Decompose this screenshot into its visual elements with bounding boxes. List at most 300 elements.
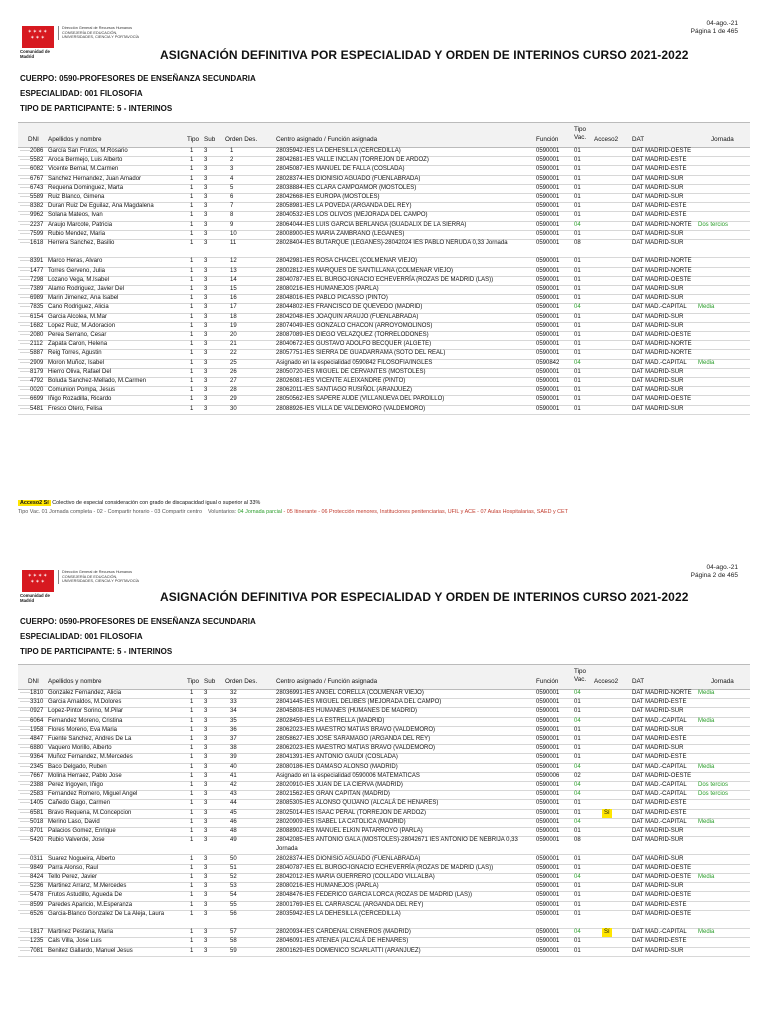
cell-sub: 3 (204, 910, 208, 917)
cell-nombre: Rubio Valverde, Jose (48, 837, 105, 844)
cell-tipo: 1 (190, 717, 194, 724)
cell-sub: 3 (204, 166, 208, 173)
cell-funcion: 0590001 (536, 736, 560, 742)
cell-sub: 3 (204, 267, 208, 274)
cell-vac: 01 (574, 938, 581, 945)
cell-nombre: Torres Gerveno, Julia (48, 267, 106, 274)
cell-centro: 28044802-IES FRANCISCO DE QUEVEDO (MADRID) (276, 304, 423, 311)
cell-sub: 3 (204, 763, 208, 770)
cell-centro: 28020934-IES CARDENAL CISNEROS (MADRID) (276, 929, 411, 936)
stars-icon: ✶✶✶✶ ✶✶✶ (27, 573, 49, 585)
header-tipovac (574, 668, 586, 684)
cell-sub: 3 (204, 194, 208, 200)
cell-nombre: Araujo Marcote, Patricia (48, 221, 113, 228)
cell-orden: 49 (230, 837, 237, 844)
page-date-block-2 (691, 564, 738, 580)
cell-nombre: Alamo Rodriguez, Javier Del (48, 286, 125, 292)
cell-dni: ·····5420 (20, 837, 44, 844)
page-number: Página 1 de 465 (690, 28, 738, 35)
cell-sub: 3 (204, 828, 208, 834)
cell-dat: DAT MADRID-OESTE (632, 332, 692, 338)
comunidad-madrid-logo-2 (20, 568, 140, 606)
cell-nombre: Perea Serrano, Cesar (48, 332, 107, 338)
cell-sub: 3 (204, 929, 208, 936)
cell-sub: 3 (204, 782, 208, 788)
cell-vac: 01 (574, 828, 581, 834)
cell-vac: 01 (574, 212, 581, 219)
cell-funcion: 0590001 (536, 901, 560, 908)
cell-tipo: 1 (190, 699, 194, 706)
cell-dat: DAT MADRID-ESTE (632, 699, 687, 706)
cell-orden: 55 (230, 901, 237, 908)
cell-funcion: 0590001 (536, 828, 560, 834)
cell-vac: 01 (574, 745, 581, 752)
cell-tipo: 1 (190, 304, 194, 311)
cell-funcion: 0590001 (536, 864, 560, 871)
cell-tipo: 1 (190, 332, 194, 338)
cell-dat: DAT MADRID-NORTE (632, 258, 692, 265)
cell-sub: 3 (204, 883, 208, 890)
cell-dat: DAT MADRID-ESTE (632, 166, 687, 173)
cell-tipo: 1 (190, 947, 194, 954)
cell-dat: DAT MADRID-ESTE (632, 736, 687, 742)
cell-centro: 28074049-IES GONZALO CHACON (ARROYOMOLINOS) (276, 322, 433, 329)
cell-sub: 3 (204, 230, 208, 237)
cell-sub: 3 (204, 304, 208, 311)
cell-dni: ·····6743 (20, 184, 44, 191)
cell-dat: DAT MADRID-ESTE (632, 901, 687, 908)
cell-orden: 27 (230, 378, 237, 384)
logo-department-2: Dirección General de Recursos Humanos CONSEJERÍA DE EDUCACIÓN, UNIVERSIDADES, CIENCIA Y PORTAVOCÍA (58, 570, 142, 584)
cell-vac: 01 (574, 341, 581, 348)
cell-sub: 3 (204, 809, 208, 816)
legend-acceso-text: Colectivo de especial consideración con grado de discapacidad igual o superior al 33% (52, 500, 261, 506)
cell-orden: 36 (230, 726, 237, 733)
cell-dat: DAT MADRID-SUR (632, 387, 684, 394)
cell-orden: 51 (230, 864, 237, 871)
cell-nombre: Garcia Alcolea, M.Mar (48, 313, 108, 320)
cell-sub: 3 (204, 818, 208, 825)
cell-sub: 3 (204, 892, 208, 899)
cell-dat: DAT MAD.-CAPITAL (632, 359, 687, 366)
cell-tipo: 1 (190, 368, 194, 375)
cell-dat: DAT MADRID-SUR (632, 947, 684, 954)
cell-dat: DAT MADRID-SUR (632, 708, 684, 715)
cell-orden: 25 (230, 359, 237, 366)
cell-funcion: 0590001 (536, 699, 560, 706)
cell-vac: 01 (574, 901, 581, 908)
cell-vac: 01 (574, 736, 581, 742)
cell-dni: ·····2086 (20, 148, 44, 154)
cell-tipo: 1 (190, 800, 194, 807)
cell-dat: DAT MADRID-OESTE (632, 874, 692, 880)
cell-tipo: 1 (190, 350, 194, 357)
cell-orden: 18 (230, 313, 237, 320)
cell-sub: 3 (204, 350, 208, 357)
cell-vac: 01 (574, 809, 581, 816)
cell-tipo: 1 (190, 212, 194, 219)
cell-dat: DAT MAD.-CAPITAL (632, 929, 687, 936)
cell-dni: ·····5478 (20, 892, 44, 899)
cell-tipo: 1 (190, 295, 194, 302)
cell-nombre: Bravo Requena, M.Concepcion (48, 809, 132, 816)
cell-sub: 3 (204, 295, 208, 302)
cell-funcion: 0590001 (536, 892, 560, 899)
header-tipo: Tipo (187, 136, 200, 143)
cell-sub: 3 (204, 387, 208, 394)
cell-vac: 01 (574, 368, 581, 375)
cell-funcion: 0590001 (536, 396, 560, 403)
cell-jor: Media (698, 717, 715, 724)
cell-sub: 3 (204, 396, 208, 403)
cell-funcion: 0590001 (536, 221, 560, 228)
cell-dni: ·····8179 (20, 368, 44, 375)
cell-vac: 02 (574, 772, 581, 779)
cell-vac: 04 (574, 304, 581, 311)
header-orden: Orden Des. (225, 678, 258, 685)
cell-centro: 28085305-IES ALONSO QUIJANO (ALCALÁ DE HENARES) (276, 800, 439, 807)
cell-orden: 13 (230, 267, 237, 274)
cell-centro: 28035942-IES LA DEHESILLA (CERCEDILLA) (276, 148, 401, 154)
cell-nombre: Garcia Arnaldos, M.Dolores (48, 699, 122, 706)
cell-centro: 28062011-IES SANTIAGO RUSIÑOL (ARANJUEZ) (276, 387, 413, 394)
cell-nombre: Rubio Mendez, Maria (48, 230, 106, 237)
cell-funcion: 0590001 (536, 690, 560, 696)
cell-orden: 5 (230, 184, 234, 191)
cell-nombre: Merino Laso, David (48, 818, 100, 825)
cell-dni: ·····0020 (20, 387, 44, 394)
cell-funcion: 0590001 (536, 230, 560, 237)
header-centro: Centro asignado / Función asignada (276, 136, 378, 143)
header-centro: Centro asignado / Función asignada (276, 678, 378, 685)
document-title-2: ASIGNACIÓN DEFINITIVA POR ESPECIALIDAD Y ORDEN DE INTERINOS CURSO 2021-2022 (160, 590, 689, 604)
cell-nombre: Marco Heras, Alvaro (48, 258, 103, 265)
cell-sub: 3 (204, 378, 208, 384)
cell-tipo: 1 (190, 276, 194, 283)
header-orden: Orden Des. (225, 136, 258, 143)
header-acceso: Acceso2 (594, 678, 619, 685)
cell-tipo: 1 (190, 763, 194, 770)
cell-dat: DAT MADRID-SUR (632, 175, 684, 182)
cell-jor: Media (698, 818, 715, 825)
cell-dat: DAT MADRID-SUR (632, 313, 684, 320)
cell-centro: 28042085-IES ANTONIO GALA (MOSTOLES)-28042671 IES ANTONIO DE NEBRIJA 0,33 Jornada (276, 837, 518, 852)
cell-orden: 34 (230, 708, 237, 715)
stars-icon: ✶✶✶✶ ✶✶✶ (27, 29, 49, 41)
cell-sub: 3 (204, 947, 208, 954)
header-tipovac-bottom: Vac. (574, 676, 587, 683)
cell-vac: 01 (574, 267, 581, 274)
cell-sub: 3 (204, 212, 208, 219)
cell-tipo: 1 (190, 782, 194, 788)
cell-nombre: Duran Ruiz De Eguilaz, Ana Magdalena (48, 203, 154, 210)
cell-centro: 28020910-IES JUAN DE LA CIERVA (MADRID) (276, 782, 403, 788)
cell-vac: 01 (574, 276, 581, 283)
cell-dat: DAT MAD.-CAPITAL (632, 782, 687, 788)
cell-dat: DAT MADRID-SUR (632, 855, 684, 862)
header-sub: Sub (204, 136, 216, 143)
cell-centro: 28028459-IES LA ESTRELLA (MADRID) (276, 717, 385, 724)
cell-dni: ·····2345 (20, 763, 44, 770)
cuerpo-line-2: CUERPO: 0590-PROFESORES DE ENSEÑANZA SECUNDARIA (20, 617, 256, 626)
cell-tipo: 1 (190, 221, 194, 228)
cell-funcion: 0590001 (536, 837, 560, 844)
cell-sub: 3 (204, 203, 208, 210)
cell-dat: DAT MADRID-SUR (632, 230, 684, 237)
cell-dat: DAT MADRID-SUR (632, 295, 684, 302)
cell-vac: 01 (574, 378, 581, 384)
cell-sub: 3 (204, 772, 208, 779)
cell-vac: 04 (574, 818, 581, 825)
logo-mark-2 (20, 568, 56, 606)
cell-dni: ·····8599 (20, 901, 44, 908)
cell-tipo: 1 (190, 938, 194, 945)
cell-tipo: 1 (190, 864, 194, 871)
cell-sub: 3 (204, 717, 208, 724)
cell-sub: 3 (204, 240, 208, 246)
cell-nombre: Fuente Sanchez, Andres De La (48, 736, 132, 742)
cell-tipo: 1 (190, 901, 194, 908)
cell-orden: 40 (230, 763, 237, 770)
cell-orden: 52 (230, 874, 237, 880)
cell-funcion: 0590001 (536, 341, 560, 348)
cell-centro: 28062023-IES MAESTRO MATIAS BRAVO (VALDEMORO) (276, 745, 436, 752)
cell-sub: 3 (204, 855, 208, 862)
cell-orden: 14 (230, 276, 237, 283)
cell-dat: DAT MADRID-NORTE (632, 690, 692, 696)
tipo-participante-line: TIPO DE PARTICIPANTE: 5 - INTERINOS (20, 104, 173, 113)
cell-orden: 48 (230, 828, 237, 834)
cell-nombre: Cañedo Gago, Carmen (48, 800, 111, 807)
cell-vac: 01 (574, 184, 581, 191)
cell-acc: Sí (604, 809, 610, 816)
cell-dat: DAT MADRID-OESTE (632, 148, 692, 154)
cell-centro: 28038884-IES CLARA CAMPOAMOR (MOSTOLES) (276, 184, 417, 191)
cell-dni: ·····7599 (20, 230, 44, 237)
cell-dni: ·····1235 (20, 938, 44, 945)
cell-funcion: 0590001 (536, 322, 560, 329)
cell-dni: ·····7081 (20, 947, 44, 954)
header-funcion: Función (536, 136, 559, 143)
cell-vac: 01 (574, 258, 581, 265)
cell-dat: DAT MADRID-ESTE (632, 157, 687, 164)
cell-nombre: Lozano Vega, M.Isabel (48, 276, 110, 283)
cell-funcion: 0590001 (536, 947, 560, 954)
cell-vac: 01 (574, 295, 581, 302)
cell-dat: DAT MADRID-OESTE (632, 864, 692, 871)
cell-tipo: 1 (190, 313, 194, 320)
cell-orden: 43 (230, 791, 237, 798)
cell-funcion: 0590001 (536, 883, 560, 890)
cell-tipo: 1 (190, 690, 194, 696)
cell-sub: 3 (204, 800, 208, 807)
cell-vac: 01 (574, 754, 581, 761)
header-tipovac-top: Tipo (574, 126, 587, 133)
table-header-2 (18, 664, 750, 690)
cell-jor: Media (698, 359, 715, 366)
cell-dni: ·····5236 (20, 883, 44, 890)
cell-dni: ·····2080 (20, 332, 44, 338)
cell-sub: 3 (204, 258, 208, 265)
cell-orden: 39 (230, 754, 237, 761)
cell-tipo: 1 (190, 726, 194, 733)
cell-dni: ·····7298 (20, 276, 44, 283)
cell-funcion: 0590001 (536, 818, 560, 825)
cell-centro: 28050720-IES MIGUEL DE CERVANTES (MOSTOLES) (276, 368, 426, 375)
cell-tipo: 1 (190, 267, 194, 274)
cell-dni: ·····8391 (20, 258, 44, 265)
cell-funcion: 0590001 (536, 874, 560, 880)
cell-dat: DAT MADRID-SUR (632, 286, 684, 292)
page-date: 04-ago.-21 (706, 20, 738, 27)
cell-centro: 28040532-IES LOS OLIVOS (MEJORADA DEL CAMPO) (276, 212, 428, 219)
cell-centro: 28087089-IES DIEGO VELAZQUEZ (TORRELODONES) (276, 332, 429, 338)
cell-orden: 35 (230, 717, 237, 724)
cell-funcion: 0590001 (536, 203, 560, 210)
cell-sub: 3 (204, 699, 208, 706)
cell-nombre: Fernandez Moreno, Cristina (48, 717, 123, 724)
cell-dat: DAT MADRID-SUR (632, 378, 684, 384)
cell-orden: 50 (230, 855, 237, 862)
legend-tipovac-label: Tipo Vac. (18, 509, 41, 515)
cell-funcion: 0590001 (536, 745, 560, 752)
cell-orden: 21 (230, 341, 237, 348)
cell-sub: 3 (204, 184, 208, 191)
header-nombre: Apellidos y nombre (48, 678, 102, 685)
cell-vac: 08 (574, 837, 581, 844)
cell-centro: 28008900-IES MARIA ZAMBRANO (LEGANES) (276, 230, 405, 237)
cell-vac: 01 (574, 166, 581, 173)
cell-sub: 3 (204, 148, 208, 154)
cell-tipo: 1 (190, 378, 194, 384)
cell-orden: 9 (230, 221, 234, 228)
cell-centro: 28042681-IES VALLE INCLAN (TORREJON DE ARDOZ) (276, 157, 429, 164)
cell-jor: Media (698, 304, 715, 311)
cell-sub: 3 (204, 901, 208, 908)
header-sub: Sub (204, 678, 216, 685)
cell-centro: 28040787-IES EL BURGO-IGNACIO ECHEVERRÍA (ROZAS DE MADRID (LAS)) (276, 864, 494, 871)
cell-funcion: 0590001 (536, 350, 560, 357)
legend-acceso-tag: Acceso2 Sí (20, 500, 49, 506)
cell-dat: DAT MADRID-SUR (632, 184, 684, 191)
cell-vac: 01 (574, 405, 581, 412)
cell-tipo: 1 (190, 405, 194, 412)
cell-dni: ·····2583 (20, 791, 44, 798)
cell-vac: 04 (574, 929, 581, 936)
cell-vac: 04 (574, 690, 581, 696)
cell-tipo: 1 (190, 286, 194, 292)
cell-vac: 01 (574, 726, 581, 733)
cell-funcion: 0590001 (536, 791, 560, 798)
cell-tipo: 1 (190, 772, 194, 779)
cell-jor: Dos tercios (698, 221, 729, 228)
cell-dni: ·····2237 (20, 221, 44, 228)
cell-nombre: Gonzalez Fernandez, Alicia (48, 690, 122, 696)
cell-nombre: Boluda Sanchez-Mellado, M.Carmen (48, 378, 147, 384)
cell-funcion: 0590001 (536, 726, 560, 733)
cell-dni: ·····8701 (20, 828, 44, 834)
cell-nombre: Cals Villa, Jose Luis (48, 938, 102, 945)
cell-orden: 57 (230, 929, 237, 936)
cell-dat: DAT MAD.-CAPITAL (632, 717, 687, 724)
cell-orden: 7 (230, 203, 234, 210)
cell-orden: 20 (230, 332, 237, 338)
cell-tipo: 1 (190, 929, 194, 936)
cell-nombre: Comunion Pompa, Jesus (48, 387, 116, 394)
cell-tipo: 1 (190, 230, 194, 237)
cell-funcion: 0590001 (536, 763, 560, 770)
cell-orden: 44 (230, 800, 237, 807)
cell-nombre: Fresco Otero, Felisa (48, 405, 103, 412)
cell-vac: 01 (574, 203, 581, 210)
cell-centro: 28001629-IES DOMENICO SCARLATTI (ARANJUEZ) (276, 947, 421, 954)
cell-vac: 01 (574, 313, 581, 320)
cell-tipo: 1 (190, 736, 194, 742)
cell-tipo: 1 (190, 745, 194, 752)
cell-orden: 15 (230, 286, 237, 292)
cell-tipo: 1 (190, 855, 194, 862)
cell-nombre: Sanchez Hernandez, Juan Amador (48, 175, 142, 182)
cell-orden: 19 (230, 322, 237, 329)
cell-funcion: 0590001 (536, 148, 560, 154)
cell-nombre: Lopez-Pintor Sorino, M.Pilar (48, 708, 124, 715)
cell-dni: ·····3310 (20, 699, 44, 706)
cell-centro: 28057751-IES SIERRA DE GUADARRAMA (SOTO DEL REAL) (276, 350, 446, 357)
cell-vac: 01 (574, 892, 581, 899)
cell-nombre: Garcia-Blanco Gonzalez De La Aleja, Laura (48, 910, 165, 917)
cell-orden: 4 (230, 175, 234, 182)
cell-nombre: Vicente Bernal, M.Carmen (48, 166, 119, 173)
cell-dat: DAT MADRID-SUR (632, 828, 684, 834)
header-jornada: Jornada (711, 136, 734, 143)
cell-vac: 01 (574, 286, 581, 292)
header-dat: DAT (632, 678, 645, 685)
cell-tipo: 1 (190, 166, 194, 173)
cell-orden: 28 (230, 387, 237, 394)
cell-dat: DAT MAD.-CAPITAL (632, 818, 687, 825)
cell-tipo: 1 (190, 791, 194, 798)
cell-funcion: 0590001 (536, 378, 560, 384)
table-row (18, 947, 750, 957)
cell-centro: 28064044-IES LUIS GARCIA BERLANGA (GUADALIX DE LA SIERRA) (276, 221, 467, 228)
cell-nombre: Lopez Ruiz, M.Adoracion (48, 322, 116, 329)
cell-orden: 41 (230, 772, 237, 779)
cell-tipo: 1 (190, 359, 194, 366)
cell-dni: ·····4792 (20, 378, 44, 384)
cell-tipo: 1 (190, 874, 194, 880)
cell-sub: 3 (204, 690, 208, 696)
cell-sub: 3 (204, 341, 208, 348)
cell-funcion: 0590001 (536, 717, 560, 724)
cell-vac: 01 (574, 800, 581, 807)
cell-funcion: 0590001 (536, 800, 560, 807)
logo-name: Comunidad de Madrid (20, 49, 50, 59)
page-number-2: Página 2 de 465 (690, 572, 738, 579)
cell-orden: 16 (230, 295, 237, 302)
cell-funcion: 0590006 (536, 772, 560, 779)
cell-dni: ·····6154 (20, 313, 44, 320)
cell-centro: 28080216-IES HUMANEJOS (PARLA) (276, 286, 379, 292)
cell-vac: 01 (574, 332, 581, 338)
especialidad-line: ESPECIALIDAD: 001 FILOSOFIA (20, 89, 143, 98)
cell-funcion: 0590001 (536, 405, 560, 412)
cell-vac: 04 (574, 359, 581, 366)
cell-centro: 28062023-IES MAESTRO MATIAS BRAVO (VALDEMORO) (276, 726, 436, 733)
cell-vac: 01 (574, 883, 581, 890)
cell-centro: 28025014-IES ISAAC PERAL (TORREJON DE ARDOZ) (276, 809, 427, 816)
cell-tipo: 1 (190, 828, 194, 834)
cell-funcion: 0590001 (536, 267, 560, 274)
